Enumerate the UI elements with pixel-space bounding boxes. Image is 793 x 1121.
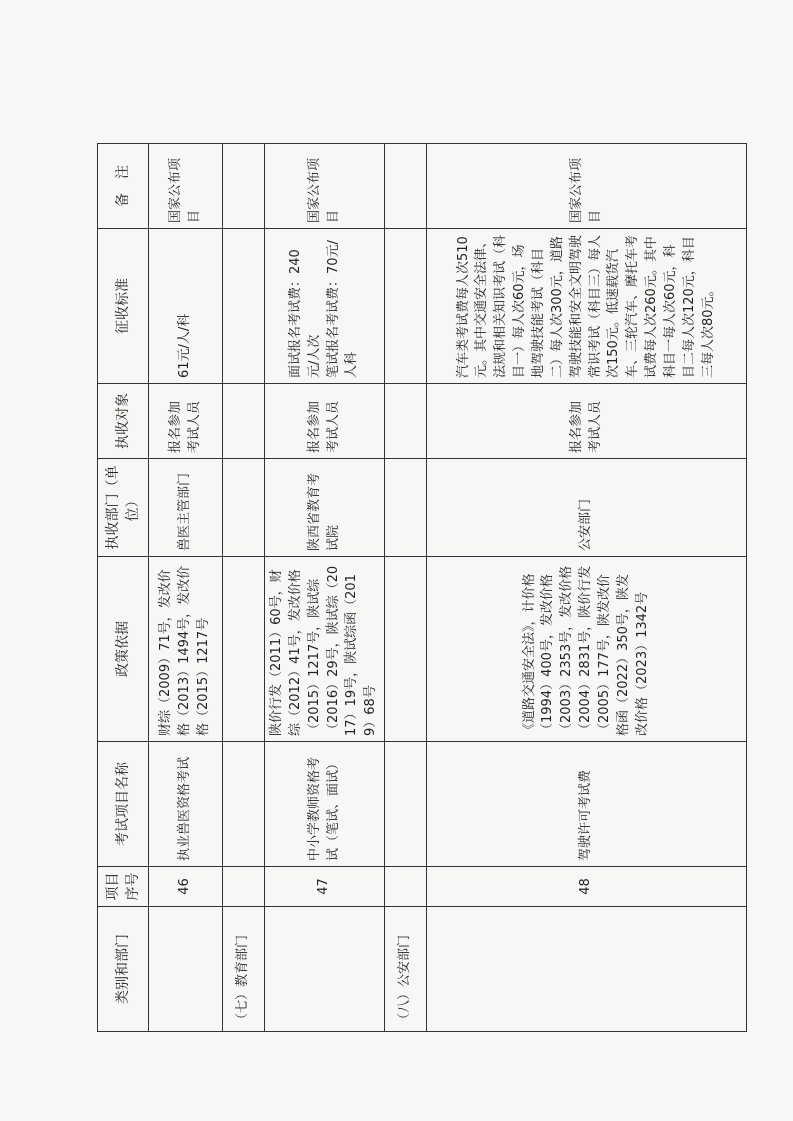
header-name: 考试项目名称: [98, 742, 149, 867]
header-target: 执收对象: [98, 384, 149, 459]
cell-dept: [223, 459, 265, 557]
fee-table: [97, 143, 747, 1032]
table-row: [265, 144, 385, 1032]
cell-name: 执业兽医资格考试: [149, 742, 223, 867]
cell-dept: 公安部门: [427, 459, 747, 557]
cell-name: 中小学教师资格考试（笔试、面试）: [265, 742, 385, 867]
header-category: 类别和部门: [98, 907, 149, 1032]
cell-standard: 汽车类考试费每人次510元。其中交通安全法律、法规和相关知识考试（科目一）每人次60元，场地驾驶技能考试（科目二）每人次300元，道路驾驶技能和安全文明驾驶常识考试（科目三）每人次150元。低速载货汽车、三轮汽车、摩托车考试费每人次260元。其中科目一每人次60元，科目二每人次120元，科目三每人次80元。: [427, 229, 747, 384]
header-seq: 项目序号: [98, 867, 149, 907]
cell-category: [149, 907, 223, 1032]
cell-note: 国家公布项目: [427, 144, 747, 229]
cell-policy: 财综（2009）71号，发改价格（2013）1494号，发改价格（2015）1217号: [149, 557, 223, 742]
cell-target: 报名参加考试人员: [149, 384, 223, 459]
cell-standard: [223, 229, 265, 384]
cell-name: [223, 742, 265, 867]
cell-standard: [385, 229, 427, 384]
cell-category: （八）公安部门: [385, 907, 427, 1032]
cell-dept: [385, 459, 427, 557]
table-row: [149, 144, 223, 1032]
cell-policy: [223, 557, 265, 742]
cell-name: [385, 742, 427, 867]
cell-standard: 61元/人/科: [149, 229, 223, 384]
cell-dept: 陕西省教育考试院: [265, 459, 385, 557]
cell-target: [223, 384, 265, 459]
header-dept: 执收部门（单位）: [98, 459, 149, 557]
header-note: 备 注: [98, 144, 149, 229]
cell-target: [385, 384, 427, 459]
cell-seq: 47: [265, 867, 385, 907]
cell-target: 报名参加考试人员: [427, 384, 747, 459]
section-row: [223, 144, 265, 1032]
rotated-page: [97, 144, 747, 1032]
cell-category: [265, 907, 385, 1032]
cell-category: [427, 907, 747, 1032]
cell-note: 国家公布项目: [149, 144, 223, 229]
header-standard: 征收标准: [98, 229, 149, 384]
cell-standard: 面试报名考试费：240元/人次 笔试报名考试费：70元/人科: [265, 229, 385, 384]
cell-target: 报名参加考试人员: [265, 384, 385, 459]
cell-policy: 《道路交通安全法》，计价格（1994）400号，发改价格（2003）2353号，发改价格（2004）2831号，陕价行发（2005）177号，陕发改价格函（2022）350号，陕发改价格（2023）1342号: [427, 557, 747, 742]
cell-note: [385, 144, 427, 229]
cell-policy: [385, 557, 427, 742]
cell-dept: 兽医主管部门: [149, 459, 223, 557]
cell-seq: [385, 867, 427, 907]
cell-name: 驾驶许可考试费: [427, 742, 747, 867]
cell-note: [223, 144, 265, 229]
section-row: [385, 144, 427, 1032]
header-policy: 政策依据: [98, 557, 149, 742]
header-row: [98, 144, 149, 1032]
cell-seq: 46: [149, 867, 223, 907]
cell-category: （七）教育部门: [223, 907, 265, 1032]
cell-policy: 陕价行发（2011）60号，财综（2012）41号，发改价格（2015）1217号，陕试综（2016）29号，陕试综（2017）19号，陕试综函（2019）68号: [265, 557, 385, 742]
table-row: [427, 144, 747, 1032]
cell-seq: 48: [427, 867, 747, 907]
cell-seq: [223, 867, 265, 907]
cell-note: 国家公布项目: [265, 144, 385, 229]
